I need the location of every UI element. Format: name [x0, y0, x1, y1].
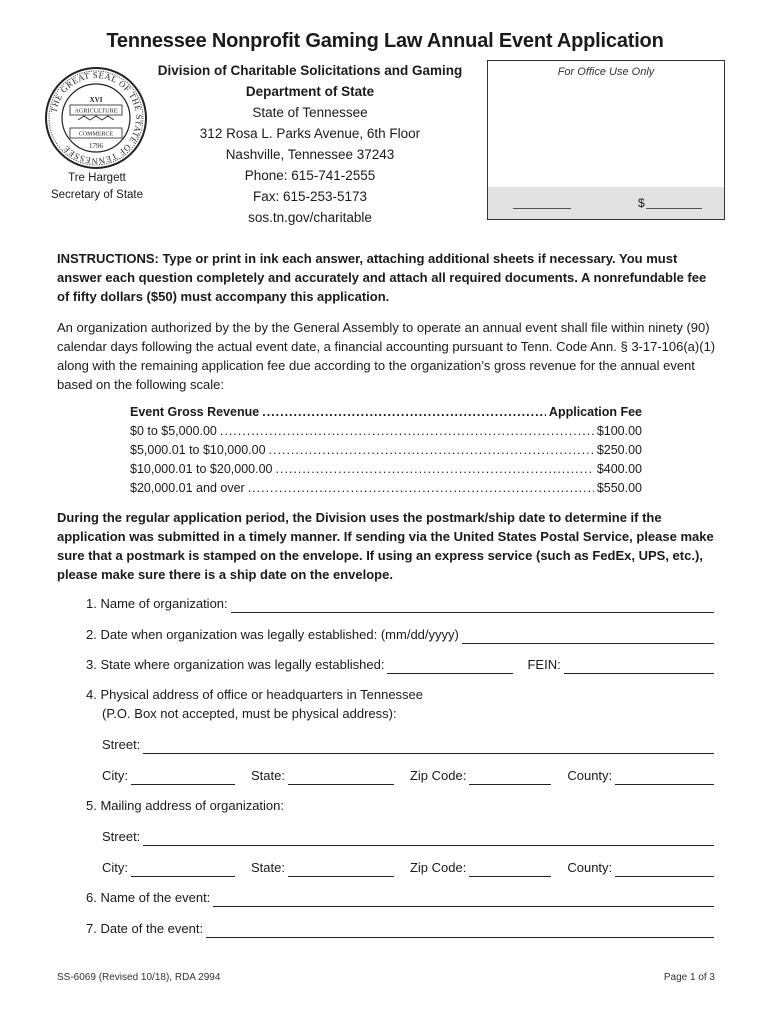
office-date-line — [513, 208, 571, 209]
question-5 — [86, 796, 714, 815]
fein-label: FEIN: — [527, 657, 561, 672]
page-number: Page 1 of 3 — [663, 972, 715, 983]
fee-amount: $400.00 — [596, 462, 642, 476]
office-use-shaded-area — [488, 187, 724, 219]
agency-header — [150, 60, 470, 228]
zip-label: Zip Code: — [409, 860, 467, 875]
mailing-county-field[interactable] — [615, 862, 714, 877]
question-2-label: 2. Date when organization was legally established: (mm/dd/yyyy) — [86, 627, 459, 642]
question-6-label: 6. Name of the event: — [86, 890, 211, 905]
division-name: Division of Charitable Solicitations and Gaming — [157, 63, 463, 78]
zip-label: Zip Code: — [409, 768, 467, 783]
fee-range: $20,000.01 and over — [130, 481, 245, 495]
mailing-zip-field[interactable] — [469, 862, 551, 877]
mailing-city-field[interactable] — [131, 862, 235, 877]
question-3-label: 3. State where organization was legally established: — [86, 657, 385, 672]
state-label: State: — [251, 860, 285, 875]
event-name-field[interactable] — [213, 892, 714, 907]
event-date-field[interactable] — [206, 923, 714, 938]
question-4 — [86, 685, 714, 723]
question-4-note: (P.O. Box not accepted, must be physical address): — [102, 706, 397, 721]
physical-zip-field[interactable] — [469, 770, 551, 785]
fee-amount: $250.00 — [596, 443, 642, 457]
mailing-street-field[interactable] — [143, 831, 714, 846]
established-date-field[interactable] — [462, 629, 714, 644]
state-name: State of Tennessee — [252, 105, 368, 120]
address-line-2: Nashville, Tennessee 37243 — [225, 147, 395, 162]
mailing-state-field[interactable] — [288, 862, 394, 877]
state-label: State: — [251, 768, 285, 783]
fee-row — [130, 460, 642, 479]
county-label: County: — [567, 768, 613, 783]
svg-text:1796: 1796 — [89, 142, 103, 150]
physical-city-row — [102, 766, 714, 785]
question-7 — [86, 919, 714, 938]
question-5-label: 5. Mailing address of organization: — [86, 798, 285, 813]
question-1-label: 1. Name of organization: — [86, 596, 228, 611]
fee-row — [130, 479, 642, 498]
svg-text:THE GREAT SEAL OF THE STATE OF: THE GREAT SEAL OF THE STATE OF TENNESSEE — [48, 69, 145, 167]
physical-city-field[interactable] — [131, 770, 235, 785]
mailing-street-row — [102, 827, 714, 846]
fee-table — [130, 403, 642, 498]
mailing-city-row — [102, 858, 714, 877]
city-label: City: — [102, 860, 128, 875]
question-7-label: 7. Date of the event: — [86, 921, 204, 936]
intro-paragraph: An organization authorized by the by the General Assembly to operate an annual event shall file within ninety (90) calendar days following the actual event date, a financial accounting pursuant to Tenn. Code Ann. § 3-17-106(a)(1) along with the remaining application fee due according to the organization’s gross revenue for the annual event based on the following scale: — [57, 320, 716, 392]
svg-text:COMMERCE: COMMERCE — [78, 131, 114, 138]
postmark-notice: During the regular application period, the Division uses the postmark/ship date to determine if the application was submitted in a timely manner. If sending via the United States Postal Service, please make sure that a postmark is stamped on the envelope. If using an express service (such as FedEx, UPS, etc.), please make sure there is a ship date on the envelope. — [57, 510, 714, 582]
fax-number: Fax: 615-253-5173 — [252, 189, 368, 204]
svg-text:XVI: XVI — [89, 96, 103, 104]
physical-street-field[interactable] — [143, 739, 714, 754]
physical-state-field[interactable] — [288, 770, 394, 785]
department-name: Department of State — [245, 84, 375, 99]
phone-number: Phone: 615-741-2555 — [244, 168, 376, 183]
question-3 — [86, 655, 714, 674]
office-dollar-sign: $ — [638, 196, 645, 210]
page-title: Tennessee Nonprofit Gaming Law Annual Event Application — [106, 30, 664, 52]
fee-range: $5,000.01 to $10,000.00 — [130, 443, 266, 457]
secretary-name: Tre Hargett — [68, 172, 126, 184]
question-2 — [86, 625, 714, 644]
svg-text:AGRICULTURE: AGRICULTURE — [74, 107, 118, 115]
office-use-box — [487, 60, 725, 220]
established-state-field[interactable] — [387, 659, 513, 674]
fee-header-fee: Application Fee — [548, 405, 642, 419]
state-seal-icon — [44, 66, 148, 170]
fee-header-revenue: Event Gross Revenue — [130, 405, 260, 419]
fee-table-header — [130, 403, 642, 422]
city-label: City: — [102, 768, 128, 783]
question-1 — [86, 594, 714, 613]
fee-amount: $550.00 — [596, 481, 642, 495]
fee-range: $0 to $5,000.00 — [130, 424, 217, 438]
office-amount-line — [646, 208, 702, 209]
secretary-title: Secretary of State — [50, 189, 144, 201]
fee-row — [130, 441, 642, 460]
website: sos.tn.gov/charitable — [248, 210, 372, 225]
question-4-label: 4. Physical address of office or headquarters in Tennessee — [86, 687, 424, 702]
street-label: Street: — [102, 829, 141, 844]
instructions: INSTRUCTIONS: Type or print in ink each answer, attaching additional sheets if necessary. You must answer each question completely and accurately and attach all required documents. A nonrefundable fee of fifty dollars ($50) must accompany this application. — [57, 251, 707, 304]
fee-row — [130, 422, 642, 441]
organization-name-field[interactable] — [231, 598, 714, 613]
street-label: Street: — [102, 737, 141, 752]
physical-county-field[interactable] — [615, 770, 714, 785]
form-id: SS-6069 (Revised 10/18), RDA 2994 — [57, 972, 221, 983]
secretary-block — [30, 170, 164, 204]
address-line-1: 312 Rosa L. Parks Avenue, 6th Floor — [199, 126, 421, 141]
office-use-label: For Office Use Only — [557, 66, 655, 78]
fee-amount: $100.00 — [596, 424, 642, 438]
fee-range: $10,000.01 to $20,000.00 — [130, 462, 273, 476]
fein-field[interactable] — [564, 659, 714, 674]
county-label: County: — [567, 860, 613, 875]
question-6 — [86, 888, 714, 907]
physical-street-row — [102, 735, 714, 754]
